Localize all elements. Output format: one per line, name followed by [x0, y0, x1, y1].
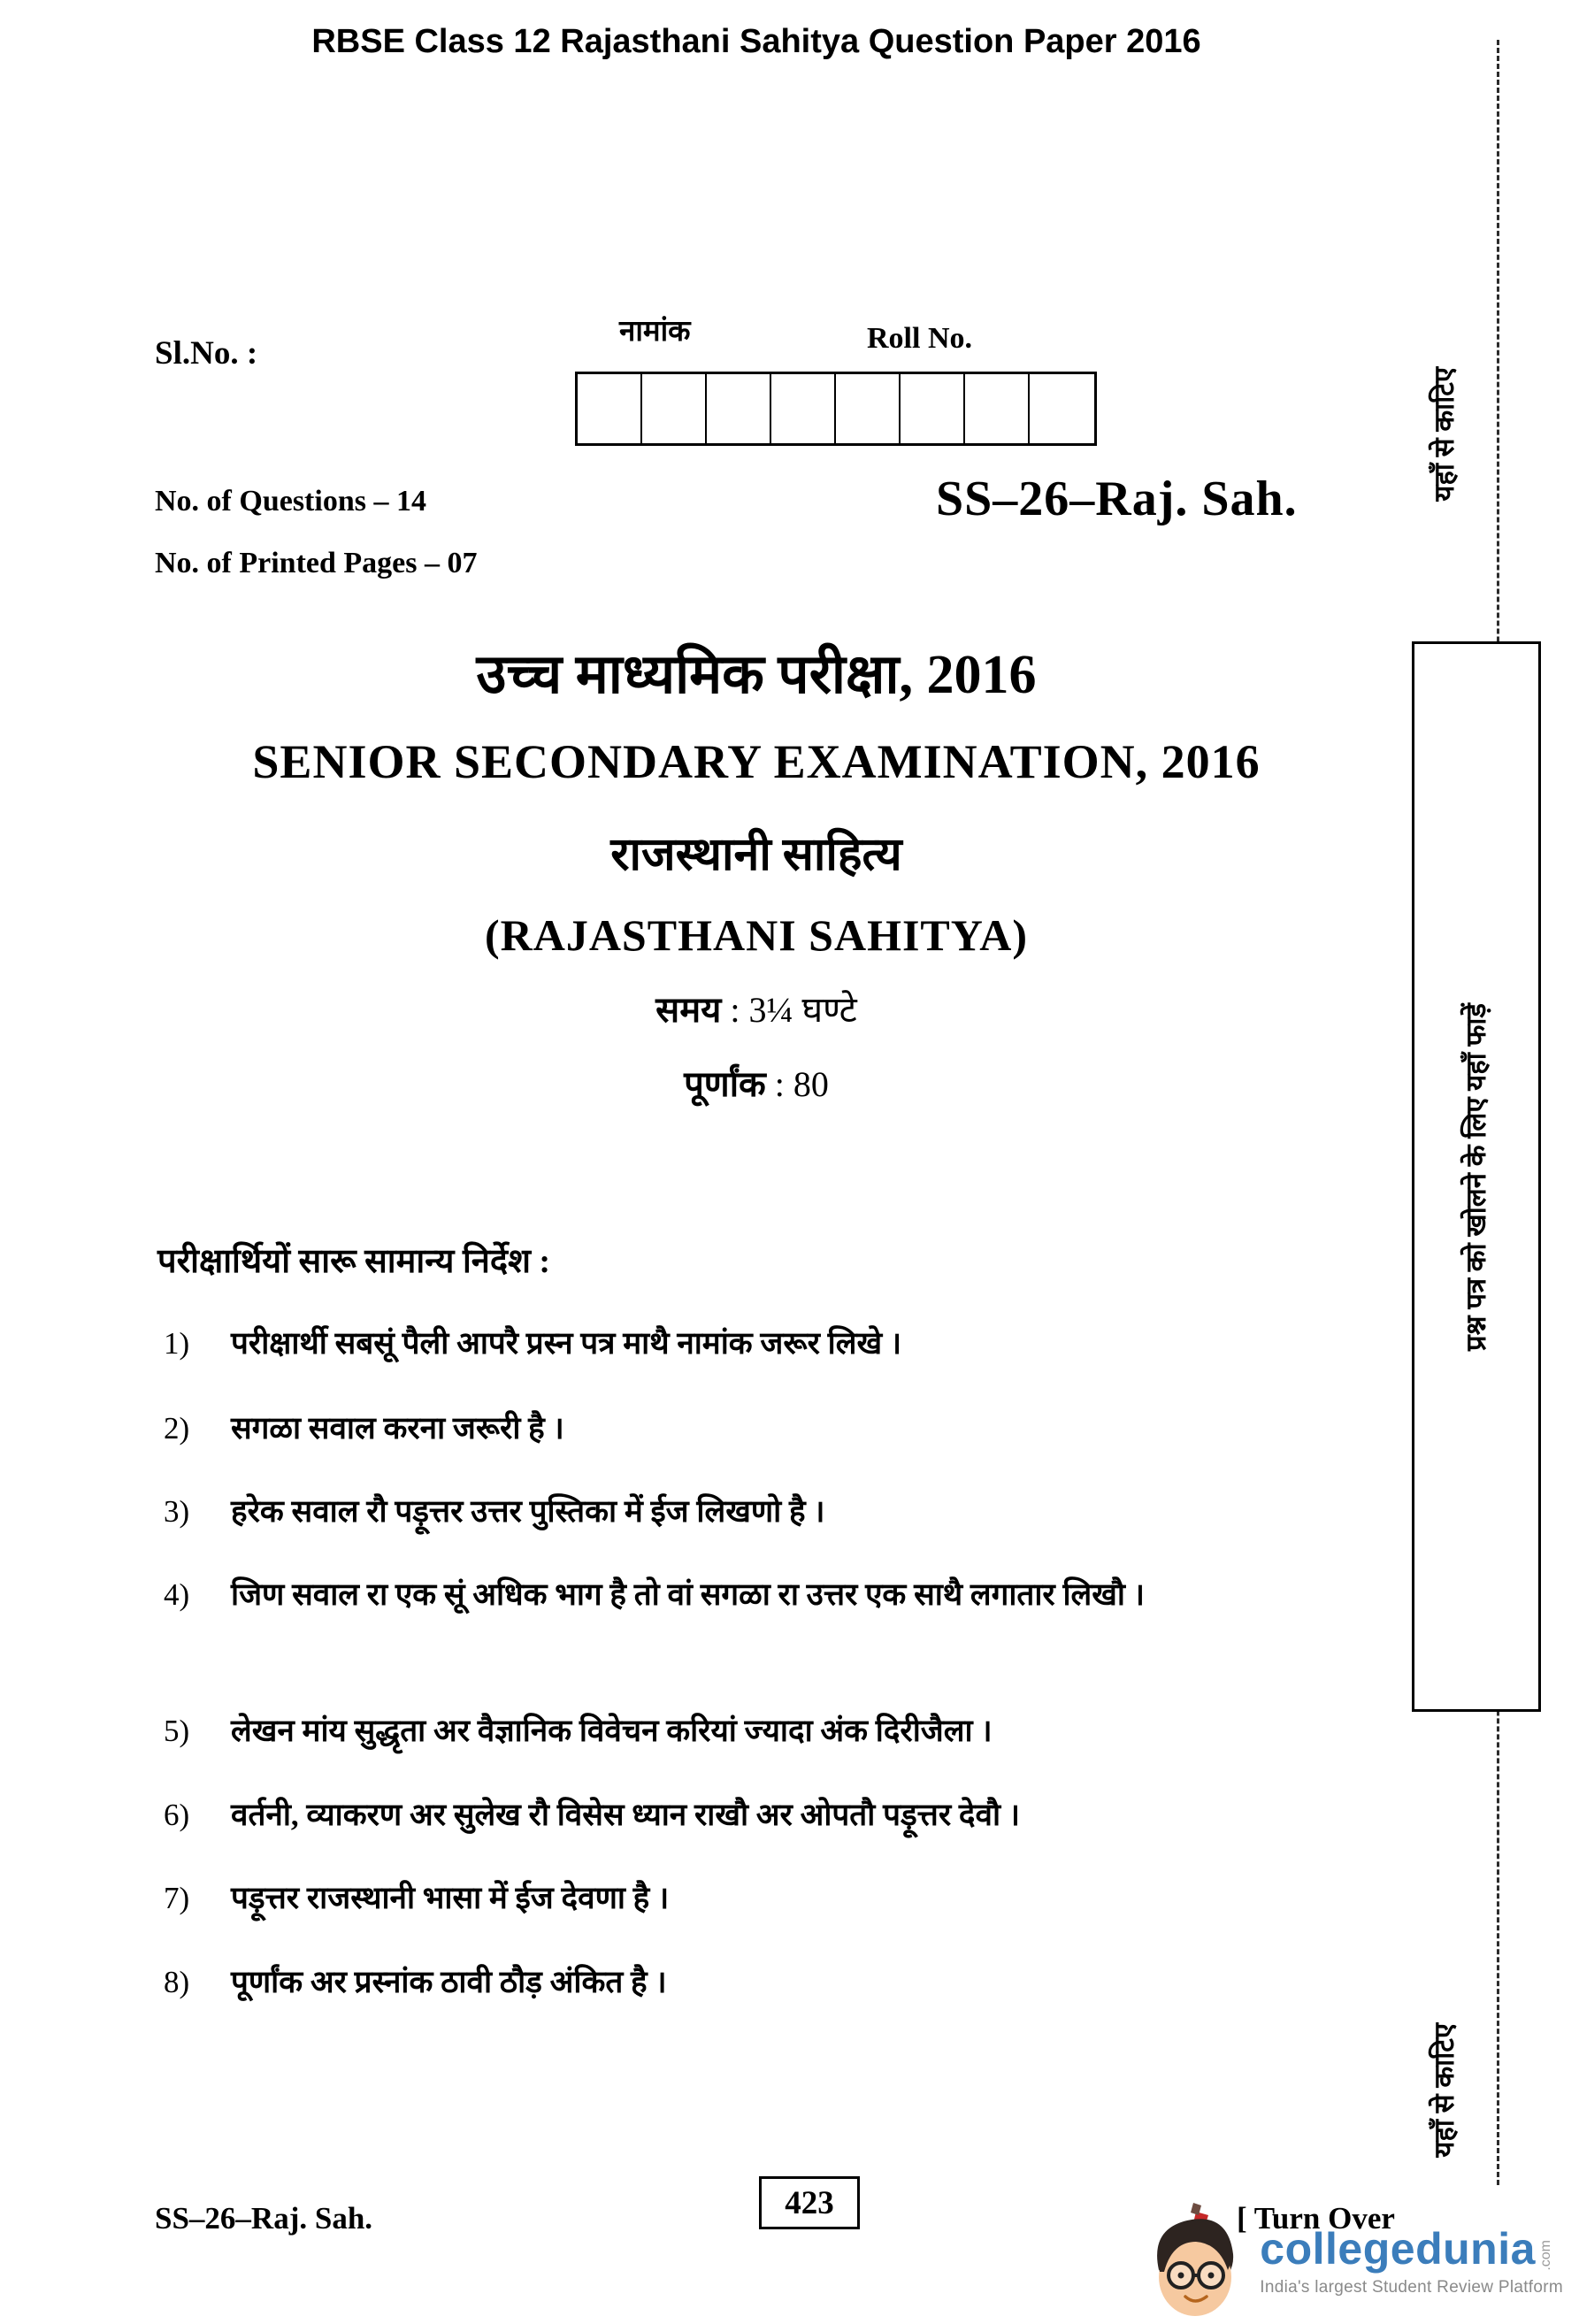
footer-paper-code: SS–26–Raj. Sah. — [155, 2201, 373, 2236]
instruction-item-6 — [164, 1791, 1238, 1838]
instruction-text: हरेक सवाल रौ पड़ूत्तर उत्तर पुस्तिका में ईज लिखणो है । — [231, 1494, 825, 1529]
roll-number-cell — [578, 374, 642, 443]
printed-pages-count: No. of Printed Pages – 07 — [155, 547, 478, 579]
instruction-item-5 — [164, 1707, 1238, 1754]
instruction-item-3 — [164, 1488, 1238, 1535]
turn-over-note: [ Turn Over — [1237, 2201, 1395, 2236]
collegedunia-text-block — [1260, 2223, 1563, 2297]
max-marks — [0, 1058, 1513, 1107]
exam-title-english: SENIOR SECONDARY EXAMINATION, 2016 — [252, 735, 1261, 788]
namank-label: नामांक — [619, 316, 691, 348]
collegedunia-tagline: India's largest Student Review Platform — [1260, 2277, 1563, 2297]
tear-instruction-text: प्रश्न पत्र को खोलने के लिए यहाँ फाड़ें — [1460, 1002, 1491, 1351]
instruction-number: 6) — [164, 1798, 190, 1832]
time-allowed — [0, 984, 1513, 1032]
page-number-box — [759, 2176, 860, 2229]
instruction-item-7 — [164, 1875, 1238, 1921]
instruction-item-2 — [164, 1405, 1238, 1452]
collegedunia-mascot-icon — [1143, 2199, 1247, 2324]
roll-number-cell — [707, 374, 771, 443]
cut-here-bottom-label — [1419, 1980, 1470, 2201]
instruction-item-8 — [164, 1959, 1238, 2006]
instruction-text: परीक्षार्थी सबसूं पैली आपरै प्रस्न पत्र माथै नामांक जरूर लिखे । — [231, 1326, 902, 1361]
roll-number-cell — [642, 374, 707, 443]
instruction-text: वर्तनी, व्याकरण अर सुलेख रौ विसेस ध्यान राखौ अर ओपतौ पड़ूत्तर देवौ । — [231, 1798, 1021, 1832]
time-value: : 3¼ घण्टे — [730, 990, 857, 1030]
roll-number-cell — [771, 374, 836, 443]
time-label: समय — [655, 990, 722, 1030]
instruction-text: पूर्णांक अर प्रस्नांक ठावी ठौड़ अंकित है । — [231, 1965, 667, 1999]
instruction-text: पड़ूत्तर राजस्थानी भासा में ईज देवणा है । — [231, 1881, 670, 1915]
instruction-number: 7) — [164, 1881, 190, 1915]
instruction-number: 5) — [164, 1714, 190, 1748]
collegedunia-logo — [1143, 2199, 1563, 2324]
instruction-item-1 — [164, 1320, 1238, 1367]
instructions-heading: परीक्षार्थियों सारू सामान्य निर्देश : — [157, 1243, 551, 1280]
instruction-text: जिण सवाल रा एक सूं अधिक भाग है तो वां सगळा रा उत्तर एक साथै लगातार लिखौ । — [231, 1577, 1145, 1612]
cut-here-text: यहाँ से काटिए — [1429, 2023, 1460, 2158]
instruction-number: 2) — [164, 1411, 190, 1446]
exam-title-hindi: उच्च माध्यमिक परीक्षा, 2016 — [476, 645, 1037, 705]
instruction-number: 3) — [164, 1494, 190, 1529]
roll-number-cell — [1030, 374, 1094, 443]
tear-strip-box — [1412, 641, 1541, 1712]
cut-here-top-label — [1419, 324, 1470, 545]
marks-label: पूर्णांक — [684, 1064, 766, 1104]
instruction-text: सगळा सवाल करना जरूरी है । — [231, 1411, 564, 1446]
instruction-number: 4) — [164, 1577, 190, 1612]
subject-title-english: (RAJASTHANI SAHITYA) — [484, 910, 1029, 960]
page-number: 423 — [785, 2184, 834, 2221]
instruction-item-4 — [164, 1571, 1238, 1618]
cut-here-text: यहाँ से काटिए — [1429, 367, 1460, 502]
paper-code: SS–26–Raj. Sah. — [936, 472, 1298, 526]
roll-number-label: Roll No. — [867, 322, 972, 355]
subject-title-hindi: राजस्थानी साहित्य — [610, 830, 902, 880]
marks-value: : 80 — [774, 1064, 829, 1104]
collegedunia-tld: .com — [1537, 2239, 1553, 2271]
questions-count: No. of Questions – 14 — [155, 485, 426, 518]
roll-number-cell — [901, 374, 965, 443]
roll-number-cell — [836, 374, 901, 443]
instruction-text: लेखन मांय सुद्धृता अर वैज्ञानिक विवेचन करियां ज्यादा अंक दिरीजैला । — [231, 1714, 993, 1748]
roll-number-cell — [965, 374, 1030, 443]
roll-number-boxes — [575, 372, 1097, 446]
instruction-number: 1) — [164, 1326, 190, 1361]
instruction-number: 8) — [164, 1965, 190, 1999]
serial-number-label: Sl.No. : — [155, 335, 258, 372]
collegedunia-wordmark: collegedunia — [1260, 2223, 1536, 2274]
page-title: RBSE Class 12 Rajasthani Sahitya Question Paper 2016 — [311, 23, 1201, 60]
